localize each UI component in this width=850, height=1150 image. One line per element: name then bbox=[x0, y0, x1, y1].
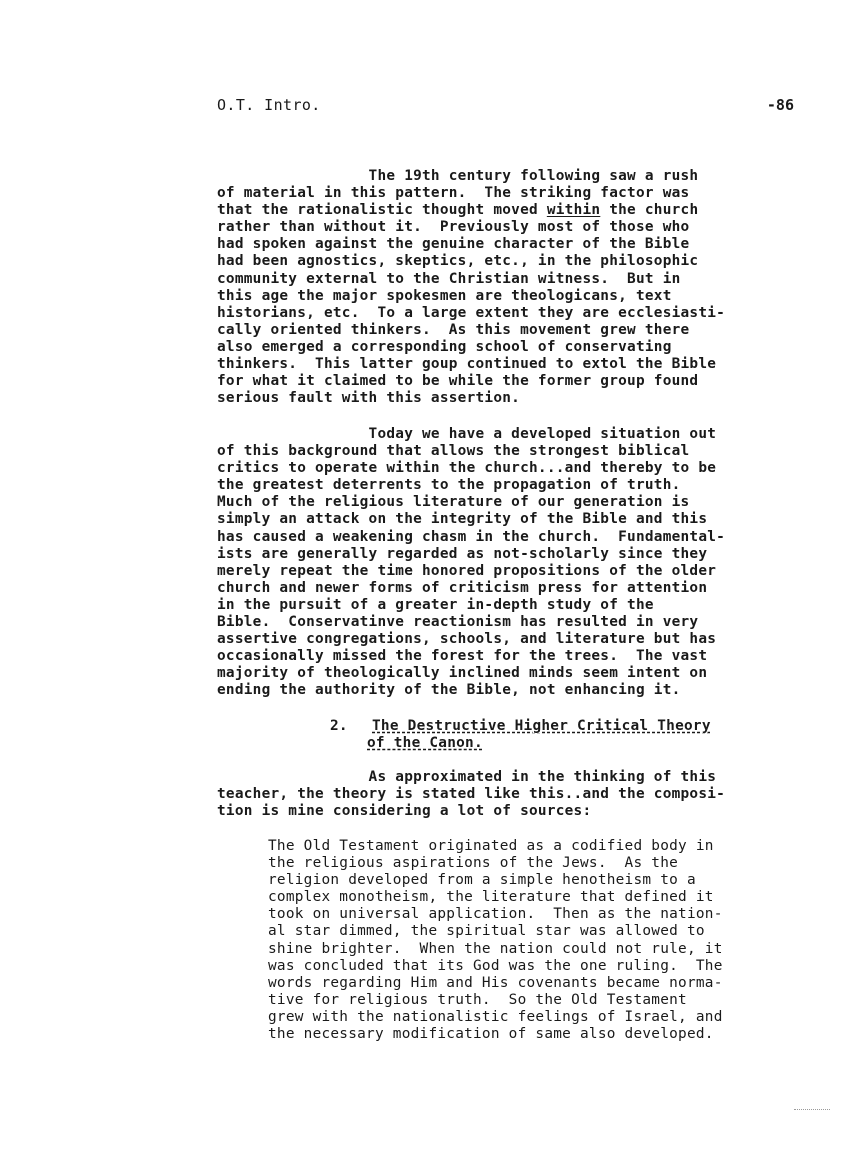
emphasized-word: within bbox=[546, 202, 601, 219]
paragraph-nineteenth-century bbox=[217, 168, 725, 407]
block-quote-theory: The Old Testament originated as a codified body in the religious aspirations of the Jews. As the religion developed from a simple henotheism to a complex monotheism, the literature that defined it took on universal application. Then as the nation- al star dimmed, the spiritual star was allowed to shine brighter. When the nation could not rule, it was concluded that its God was the one ruling. The words regarding Him and His covenants became norma- tive for religious truth. So the Old Testament grew with the nationalistic feelings of Israel, and the necessary modification of same also developed. bbox=[268, 838, 723, 1043]
scan-speck-mark bbox=[794, 1109, 830, 1110]
paragraph-approximated: As approximated in the thinking of this teacher, the theory is stated like this..and the composi- tion is mine considering a lot of sources: bbox=[217, 769, 726, 820]
page-number: -86 bbox=[766, 96, 794, 114]
section-title-line-2: of the Canon. bbox=[367, 735, 483, 752]
running-title: O.T. Intro. bbox=[217, 96, 321, 114]
page-header bbox=[217, 93, 794, 117]
paragraph-today: Today we have a developed situation out of this background that allows the strongest biblical critics to operate within the church...and thereby to be the greatest deterrents to the propagation of truth. Much of the religious literature of our generation is simply an attack on the integrity of the Bible and this has caused a weakening chasm in the church. Fundamental- ists are generally regarded as not-scholarly since they merely repeat the time honored propositions of the older church and newer forms of criticism press for attention in the pursuit of a greater in-depth study of the Bible. Conservatinve reactionism has resulted in very assertive congregations, schools, and literature but has occasionally missed the forest for the trees. The vast majority of theologically inclined minds seem intent on ending the authority of the Bible, not enhancing it. bbox=[217, 426, 726, 699]
section-heading bbox=[330, 718, 711, 752]
paragraph-text: The 19th century following saw a rush of material in this pattern. The striking factor was that the rationalistic thought moved bbox=[217, 168, 699, 219]
section-title-line-1: The Destructive Higher Critical Theory bbox=[372, 718, 711, 734]
paragraph-text: the church rather than without it. Previously most of those who had spoken against the genuine character of the Bible had been agnostics, skeptics, etc., in the philosophic community external to the Christian witness. But in this age the major spokesmen are theologicans, text historians, etc. To a large extent they are ecclesiasti- cally oriented thinkers. As this movement grew there also emerged a corresponding school of conservating thinkers. This latter goup continued to extol the Bible for what it claimed to be while the former group found serious fault with this assertion. bbox=[217, 202, 726, 407]
section-number: 2. bbox=[330, 718, 348, 734]
